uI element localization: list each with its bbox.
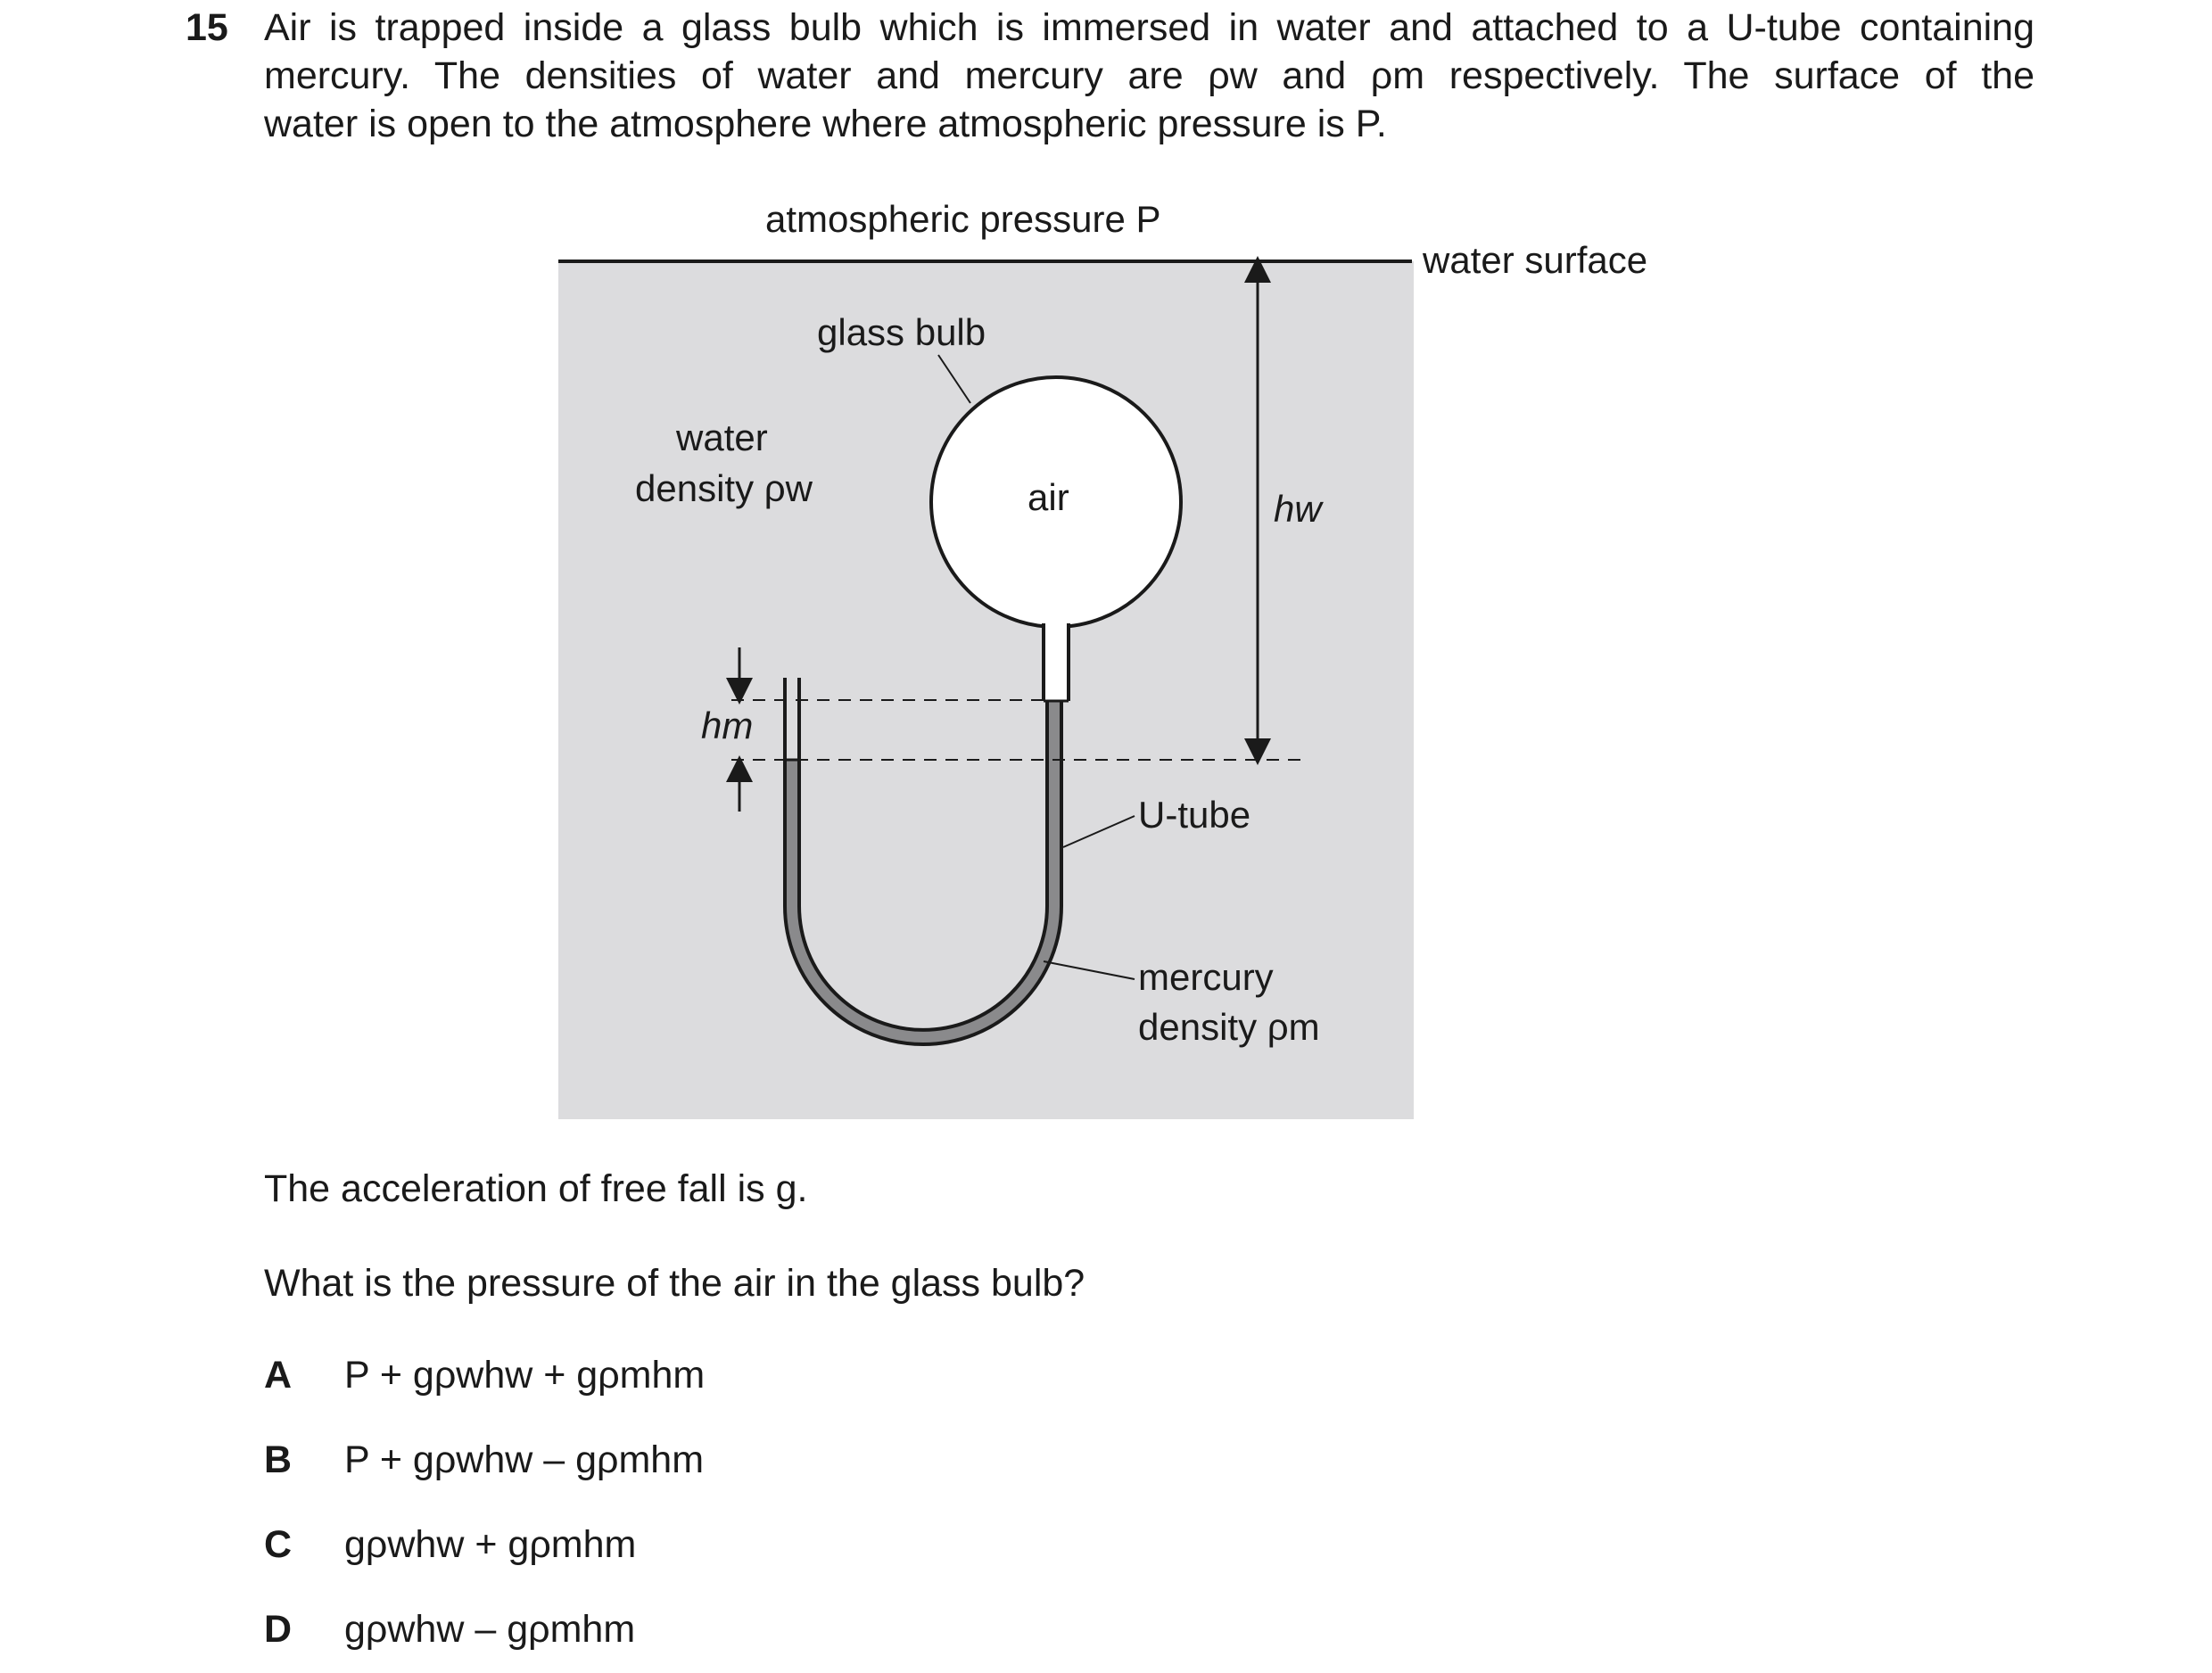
glass-bulb-label: glass bulb (817, 311, 986, 353)
mercury-density-label: density ρm (1138, 1006, 1320, 1048)
u-tube-label: U-tube (1138, 794, 1251, 836)
stem-line-2: mercury. The densities of water and mercury are ρw and ρm respectively. The surface of the (264, 54, 2035, 97)
option-d-text[interactable]: gρwhw – gρmhm (344, 1608, 636, 1651)
question-prompt: What is the pressure of the air in the glass bulb? (264, 1262, 1085, 1305)
option-c-letter[interactable]: C (264, 1523, 293, 1566)
option-b-text[interactable]: P + gρwhw – gρmhm (344, 1438, 705, 1481)
stem-line-3: water is open to the atmosphere where atmospheric pressure is P. (264, 103, 1387, 145)
option-c-text[interactable]: gρwhw + gρmhm (344, 1523, 637, 1566)
option-d-letter[interactable]: D (264, 1608, 293, 1651)
atmospheric-pressure-label: atmospheric pressure P (765, 198, 1161, 240)
water-density-label: density ρw (635, 467, 813, 509)
mercury-label: mercury (1138, 956, 1274, 998)
water-label: water (676, 416, 768, 458)
option-a-text[interactable]: P + gρwhw + gρmhm (344, 1354, 706, 1397)
water-region (558, 261, 1414, 1119)
water-surface-label: water surface (1423, 239, 1648, 281)
stem-line-1: Air is trapped inside a glass bulb which is immersed in water and attached to a U-tube containing (264, 6, 2035, 49)
hw-label: hw (1274, 488, 1322, 530)
bulb-neck (1045, 615, 1067, 701)
hm-label: hm (701, 705, 754, 746)
air-label: air (1028, 476, 1069, 518)
free-fall-statement: The acceleration of free fall is g. (264, 1167, 808, 1210)
option-a-letter[interactable]: A (264, 1354, 293, 1397)
question-number: 15 (186, 6, 228, 49)
option-b-letter[interactable]: B (264, 1438, 293, 1481)
